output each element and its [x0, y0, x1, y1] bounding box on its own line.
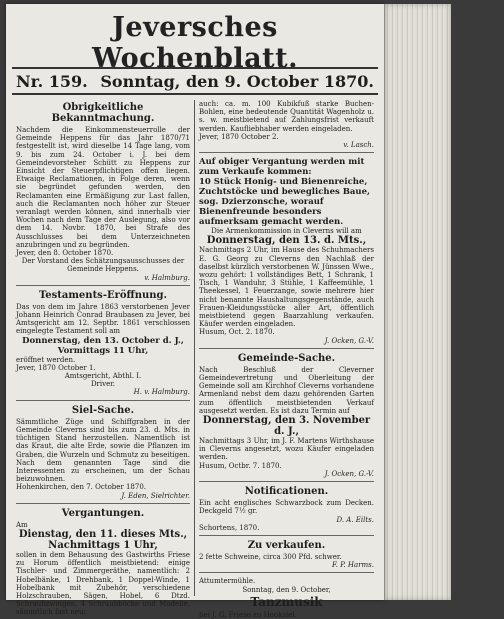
notice-official-sign1: Der Vorstand des Schätzungsausschusses der Gemeinde Heppens.	[21, 257, 185, 274]
masthead: Jeversches Wochenblatt.	[92, 12, 298, 74]
notice-official-body: Nachdem die Einkommensteuerrolle der Gemeinde Heppens für das Jahr 1870/71 festgestellt ist, wird dieselbe 14 Tage lang, vom 9. bis zum 24. October i. J. bei dem Gemeindevorsteher Schütt zu Heppens zur Einsicht der Steuerpflichtigen offen liegen. Etwaige Reclamationen, in Folge deren, wenn sie begründet gefunden werden, den Reclamanten eine Ermäßigung zur Last fallen, auch die Reclamanten noch höher zur Steuer veranlagt werden können, sind innerhalb vier Wochen nach dem Tage der Auslegung, also vor dem 14. Novbr. 1870, bei Strafe des Ausschlusses bei dem Unterzeichneten anzubringen und zu begründen.	[16, 126, 190, 249]
notice-siel-title: Siel-Sache.	[71, 404, 135, 416]
notice-gemeinde-title: Gemeinde-Sache.	[237, 352, 336, 364]
notice-gemeinde	[199, 353, 374, 482]
newspaper-page	[6, 4, 384, 619]
notice-dance-line: Sonntag, den 9. October,	[242, 585, 331, 594]
notice-bees	[199, 157, 374, 349]
notice-gemeinde-when: Donnerstag, den 3. November d. J.,	[202, 415, 371, 438]
notice-auction-cont	[199, 100, 374, 153]
notice-siel-sign: J. Eden, Sielrichter.	[121, 491, 190, 500]
notice-sale-sign: F. P. Harms.	[331, 561, 374, 570]
notice-testament-sign1: Driver.	[90, 380, 116, 389]
notice-bees-detail: 10 Stück Honig- und Bienenreiche, Zuchtstöcke und bewegliches Baue, sog. Dzierzonsche, worauf Bienenfreunde besonders aufmerksam gemacht werden.	[199, 177, 370, 228]
notice-sale	[199, 540, 374, 573]
notice-official	[16, 102, 190, 286]
notice-dance-headline: Tanzmusik	[250, 594, 323, 609]
notice-testament-time: Vormittags 11 Uhr,	[57, 345, 149, 356]
issue-number: Nr. 159.	[16, 71, 88, 91]
notice-testament-after: eröffnet werden.	[16, 355, 76, 364]
notice-sale-title: Zu verkaufen.	[247, 539, 326, 551]
notice-gemeinde-sign: J. Ocken, G.-V.	[324, 469, 374, 478]
notice-notifications-sign: D. A. Eilts.	[336, 515, 374, 524]
book-page-edges	[384, 4, 451, 600]
notice-official-date: Jever, den 8. October 1870.	[16, 249, 114, 258]
notice-bees-headline: Auf obiger Vergantung werden mit zum Verkaufe kommen:	[199, 157, 365, 178]
notice-sale-body: 2 fette Schweine, circa 300 Pfd. schwer.	[199, 552, 342, 561]
notice-testament-title: Testaments-Eröffnung.	[38, 289, 168, 301]
notice-bees-line: Die Armenkommission in Cleverns will am	[211, 227, 362, 236]
notice-bees-sign: J. Ocken, G.-V.	[324, 336, 374, 345]
right-column	[195, 100, 378, 619]
notice-bees-when: Donnerstag, den 13. d. Mts.,	[206, 235, 367, 247]
notice-auction-cont-sign: v. Lasch.	[343, 141, 374, 150]
notice-gemeinde-body: Nach Beschluß der Cleverner Gemeindevertretung und Oberleitung der Gemeinde soll am Kirchhof Cleverns vorhandene Armenland nebst dem dazu gehörenden Garten zum öffentlich meistbietenden Verkauf ausgesetzt werden. Es ist dazu Termin auf	[199, 365, 374, 415]
notice-dance-host-line	[199, 611, 374, 619]
notice-official-title: Obrigkeitliche Bekanntmachung.	[51, 102, 155, 124]
notice-dance	[199, 577, 374, 619]
notice-testament	[16, 290, 190, 401]
notice-siel-body: Sämmtliche Züge und Schiffgraben in der Gemeinde Cleverns sind bis zum 23. d. Mts. in tüchtigen Stand herzustellen. Namentlich ist das Kraut, die alte Erde, sowie die Pflanzen im Graben, die Wurzeln und Schmutz zu beseitigen. Nach dem genannten Tage sind die Interessenten zu erscheinen, um der Schau beizuwohnen.	[16, 417, 190, 484]
notice-auction-cont-date: Jever, 1870 October 2.	[199, 132, 279, 141]
notice-auction-text1: Am	[16, 520, 28, 529]
notice-auction	[16, 508, 190, 617]
columns	[12, 100, 378, 619]
notice-official-sign2: v. Halmburg.	[144, 273, 190, 282]
notice-bees-body: Nachmittags 2 Uhr, im Hause des Schuhmachers E. G. Georg zu Cleverns den Nachlaß der daselbst kürzlich verstorbenen W. Jünssen Wwe., wozu gehört: 1 vollständiges Bett, 1 Schrank, 1 Tisch, 1 Wanduhr, 3 Stühle, 1 Kaffeemühle, 1 Theekessel, 1 Feuerzange, sowie mehrere hier nicht benannte Haushaltungsgegenstände, auch Frauen-Kleidungsstücke aller Art, öffentlich meistbietend gegen Baarzahlung verkaufen. Käufer werden eingeladen.	[199, 246, 374, 329]
notice-notifications-body: Ein acht englisches Schwarzbock zum Decken. Deckgeld 7½ gr.	[199, 499, 374, 516]
notice-notifications	[199, 486, 374, 536]
notice-testament-body: Das von dem im Jahre 1863 verstorbenen Jever Johann Heinrich Conrad Braubasen zu Jever, bei Amtsgericht am 12. Septbr. 1861 verschlossen eingelegte Testament soll am	[16, 302, 190, 336]
notice-dance-by: bei	[199, 610, 210, 619]
notice-bees-date: Husum, Oct. 2. 1870.	[199, 328, 275, 337]
notice-testament-when: Donnerstag, den 13. October d. J.,	[22, 335, 184, 346]
notice-testament-court: Amtsgericht, Abthl. I.	[64, 372, 142, 381]
notice-auction-body: sollen in dem Behausung des Gastwirths Friese zu Horum öffentlich meistbietend: einige Tischler- und Zimmergeräthe, namentlich: 2 Hobelbänke, 1 Drehbank, 1 Doppel-Winde, 1 Hobelbank mit Zubehör, verschiedene Holzschrauben, Sägen, Hobel, 6 Dtzd. Schraubzwingen, 4 Schraubböcke und Modelle, sämmtlich fast neu;	[16, 550, 190, 617]
notice-testament-sign2: H. v. Halmburg.	[133, 388, 190, 397]
issue-date: Sonntag, den 9. October 1870.	[100, 71, 374, 91]
notice-notifications-place: Schortens, 1870.	[199, 523, 260, 532]
notice-auction-cont-body: auch: ca. m. 100 Kubikfuß starke Buchen-Bohlen, eine bedeutende Quantität Wagenholz u. s. w. meistbietend auf Zahlungsfrist verkauft werden. Kaufliebhaber werden eingeladen.	[199, 100, 374, 133]
left-column	[12, 100, 195, 617]
notice-auction-when: Dienstag, den 11. dieses Mts.,	[18, 528, 188, 540]
notice-auction-time: Nachmittags 1 Uhr,	[48, 539, 158, 551]
notice-dance-label: Attumtermühle.	[199, 577, 256, 586]
notice-siel	[16, 405, 190, 504]
notice-dance-host: J. G. Friese zu Hooksiel.	[212, 610, 297, 619]
notice-auction-title: Vergantungen.	[61, 507, 145, 519]
notice-testament-date: Jever, 1870 October 1.	[16, 363, 96, 372]
issue-line	[12, 67, 378, 95]
notice-siel-date: Hohenkirchen, den 7. October 1870.	[16, 483, 147, 492]
notice-notifications-title: Notificationen.	[244, 486, 329, 498]
notice-gemeinde-date: Husum, Octbr. 7. 1870.	[199, 461, 282, 470]
notice-gemeinde-after: Nachmittags 3 Uhr, im J. F. Martens Wirthshause in Cleverns angesetzt, wozu Käufer eingeladen werden.	[199, 437, 374, 462]
